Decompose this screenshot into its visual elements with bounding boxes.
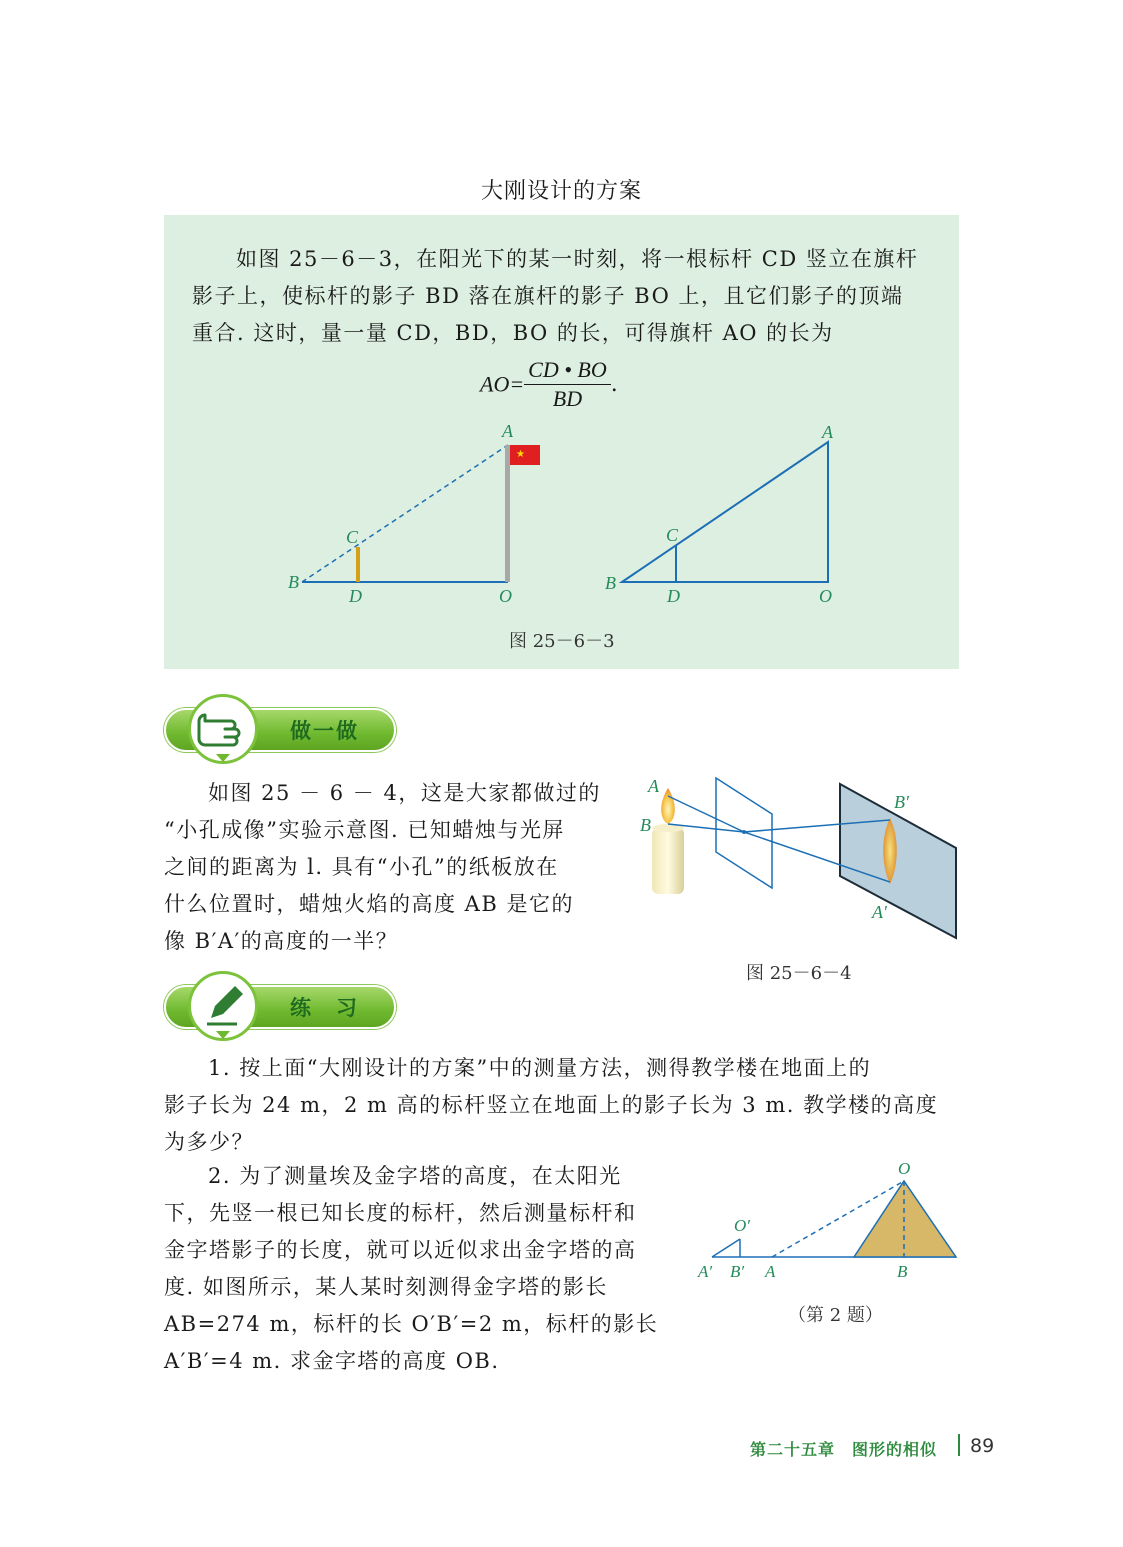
box-line-2: 影子上，使标杆的影子 BD 落在旗杆的影子 BO 上，且它们影子的顶端: [192, 284, 904, 308]
q2-line-6: A′B′=4 m. 求金字塔的高度 OB.: [164, 1349, 500, 1373]
marker-pole: [356, 547, 360, 582]
label-B-prime: B′: [894, 792, 909, 812]
q1-line-1: 1. 按上面“大刚设计的方案”中的测量方法，测得教学楼在地面上的: [208, 1056, 872, 1080]
activity-line-3: 之间的距离为 l. 具有“小孔”的纸板放在: [164, 855, 559, 879]
flag-star: ★: [516, 449, 525, 460]
pyramid-figure: [692, 1155, 967, 1285]
label-A: A: [502, 421, 513, 441]
label-O: O: [898, 1159, 911, 1178]
pinhole-figure: [632, 768, 962, 948]
box-line-3: 重合. 这时，量一量 CD，BD，BO 的长，可得旗杆 AO 的长为: [192, 321, 834, 345]
label-O-prime: O′: [734, 1216, 750, 1235]
label-O: O: [819, 586, 832, 606]
candle-flame: [661, 788, 675, 824]
formula-fraction: [524, 357, 611, 412]
flagpole-figure: [280, 415, 560, 615]
label-B: B: [640, 815, 651, 835]
label-A-prime: A′: [698, 1262, 713, 1281]
q2-line-3: 金字塔影子的长度，就可以近似求出金字塔的高: [164, 1238, 637, 1262]
q2-caption: （第 2 题）: [788, 1305, 883, 1326]
formula-lhs: AO=: [480, 371, 525, 397]
label-O: O: [499, 586, 512, 606]
triangle-figure: [600, 415, 860, 615]
activity-badge-label: 做一做: [290, 719, 359, 743]
formula-numerator: CD • BO: [524, 357, 611, 385]
page-number: 89: [970, 1435, 995, 1457]
box-line-1: 如图 25－6－3，在阳光下的某一时刻，将一根标杆 CD 竖立在旗杆: [236, 247, 919, 271]
label-C: C: [346, 527, 359, 547]
figure-caption-25-6-4: 图 25－6－4: [746, 963, 852, 984]
formula: [480, 357, 618, 412]
label-D: D: [349, 586, 362, 606]
activity-line-5: 像 B′A′的高度的一半？: [164, 929, 399, 953]
pyramid: [854, 1181, 956, 1257]
label-B-prime: B′: [730, 1262, 745, 1281]
activity-line-1: 如图 25 － 6 － 4，这是大家都做过的: [208, 781, 601, 805]
label-D: D: [667, 586, 680, 606]
label-A: A: [648, 776, 659, 796]
footer-chapter: 第二十五章 图形的相似: [750, 1440, 938, 1459]
sun-ray: [302, 445, 508, 582]
badge-pointer: [216, 754, 230, 762]
q2-line-1: 2. 为了测量埃及金字塔的高度，在太阳光: [208, 1164, 622, 1188]
formula-period: .: [610, 372, 618, 397]
q1-line-3: 为多少？: [164, 1130, 254, 1154]
formula-denominator: BD: [552, 386, 583, 411]
q1-line-2: 影子长为 24 m，2 m 高的标杆竖立在地面上的影子长为 3 m. 教学楼的高度: [164, 1093, 939, 1117]
label-B: B: [605, 573, 616, 593]
label-A-prime: A′: [872, 902, 887, 922]
activity-line-4: 什么位置时，蜡烛火焰的高度 AB 是它的: [164, 892, 574, 916]
section-title: 大刚设计的方案: [480, 179, 642, 204]
label-C: C: [666, 525, 679, 545]
triangle-ABO: [622, 442, 828, 582]
label-A: A: [765, 1262, 776, 1281]
label-B: B: [897, 1262, 908, 1281]
flag: [510, 445, 540, 465]
flagpole: [505, 445, 510, 582]
figure-caption-25-6-3: 图 25－6－3: [509, 631, 615, 652]
q2-line-5: AB=274 m，标杆的长 O′B′=2 m，标杆的影长: [164, 1312, 659, 1336]
candle: [652, 828, 684, 894]
footer-divider: [958, 1434, 960, 1456]
badge-pointer: [216, 1031, 230, 1039]
activity-line-2: “小孔成像”实验示意图. 已知蜡烛与光屏: [164, 818, 565, 842]
exercise-badge-label: 练 习: [290, 996, 359, 1020]
q2-line-4: 度. 如图所示，某人某时刻测得金字塔的影长: [164, 1275, 608, 1299]
q2-line-2: 下，先竖一根已知长度的标杆，然后测量标杆和: [164, 1201, 637, 1225]
label-B: B: [288, 572, 299, 592]
label-A: A: [822, 422, 833, 442]
